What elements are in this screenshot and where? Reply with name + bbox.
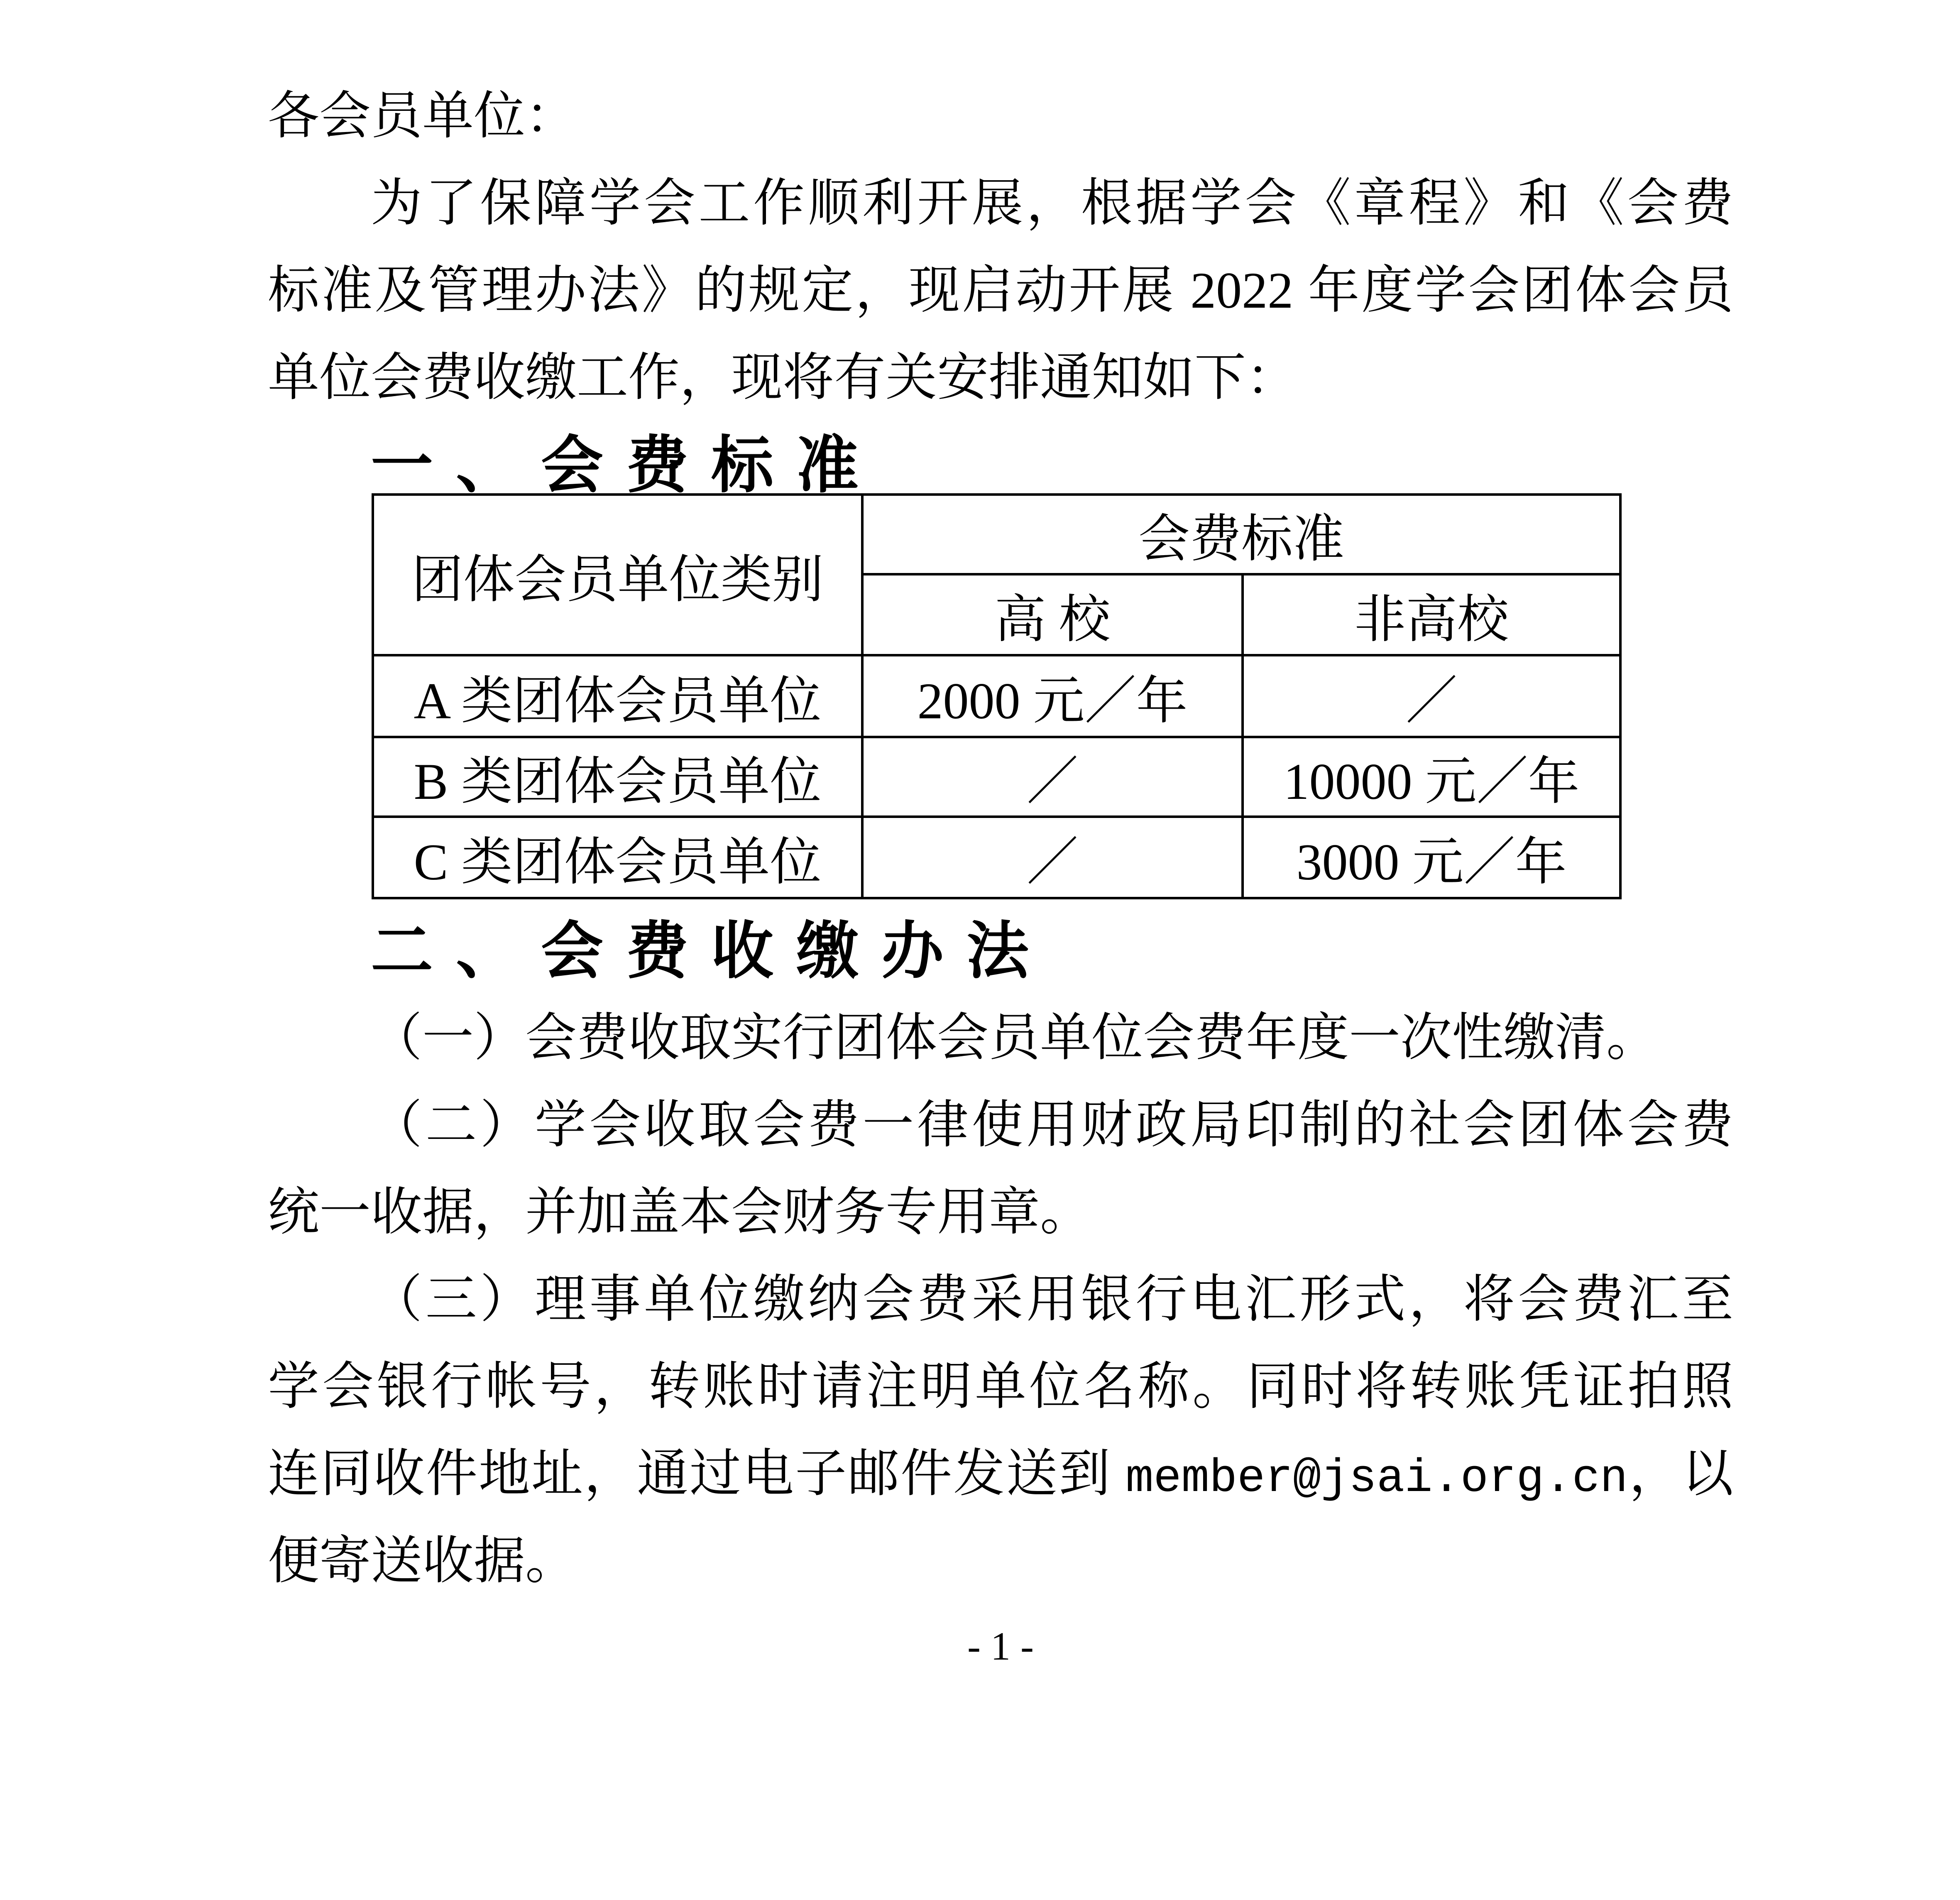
cell-university-c: ／ xyxy=(862,817,1243,898)
fee-table xyxy=(372,493,1622,899)
fee-table-container xyxy=(372,493,1622,899)
item3-line3-text-suffix: ，以 xyxy=(1627,1445,1733,1502)
section2-item2-line2: 统一收据，并加盖本会财务专用章。 xyxy=(268,1184,1092,1241)
header-cell-fee-standard: 会费标准 xyxy=(862,495,1620,574)
cell-non-university-c: 3000 元／年 xyxy=(1243,817,1620,898)
cell-university-b: ／ xyxy=(862,737,1243,817)
salutation-line: 各会员单位： xyxy=(268,88,577,144)
section2-item3-line3 xyxy=(268,1430,1733,1518)
email-text: member@jsai.org.cn xyxy=(1126,1452,1628,1505)
section2-heading: 二、会费收缴办法 xyxy=(371,916,1052,986)
section2-item2-line1: （二）学会收取会费一律使用财政局印制的社会团体会费 xyxy=(371,1097,1733,1153)
paragraph1-line2: 标准及管理办法》的规定，现启动开展 2022 年度学会团体会员 xyxy=(268,262,1733,319)
header-cell-category: 团体会员单位类别 xyxy=(373,495,862,655)
item3-line3-text-prefix: 连同收件地址，通过电子邮件发送到 xyxy=(268,1445,1126,1502)
section2-item1: （一）会费收取实行团体会员单位会费年度一次性缴清。 xyxy=(371,1009,1658,1066)
table-row-b xyxy=(373,737,1620,817)
cell-category-a: A 类团体会员单位 xyxy=(373,655,862,737)
cell-category-c: C 类团体会员单位 xyxy=(373,817,862,898)
paragraph1-line3: 单位会费收缴工作，现将有关安排通知如下： xyxy=(268,349,1298,406)
section2-item3-line4: 便寄送收据。 xyxy=(268,1533,577,1589)
header-cell-university: 高 校 xyxy=(862,574,1243,655)
section1-heading: 一、会费标准 xyxy=(371,430,882,500)
table-row-a xyxy=(373,655,1620,737)
section2-item3-line1: （三）理事单位缴纳会费采用银行电汇形式，将会费汇至 xyxy=(371,1271,1733,1328)
page-number: - 1 - xyxy=(967,1624,1034,1668)
cell-non-university-b: 10000 元／年 xyxy=(1243,737,1620,817)
cell-university-a: 2000 元／年 xyxy=(862,655,1243,737)
cell-category-b: B 类团体会员单位 xyxy=(373,737,862,817)
cell-non-university-a: ／ xyxy=(1243,655,1620,737)
header-cell-non-university: 非高校 xyxy=(1243,574,1620,655)
paragraph1-line1: 为了保障学会工作顺利开展，根据学会《章程》和《会费 xyxy=(371,175,1733,232)
section2-item3-line2: 学会银行帐号，转账时请注明单位名称。同时将转账凭证拍照 xyxy=(268,1358,1733,1415)
table-header-row-1 xyxy=(373,495,1620,574)
table-row-c xyxy=(373,817,1620,898)
